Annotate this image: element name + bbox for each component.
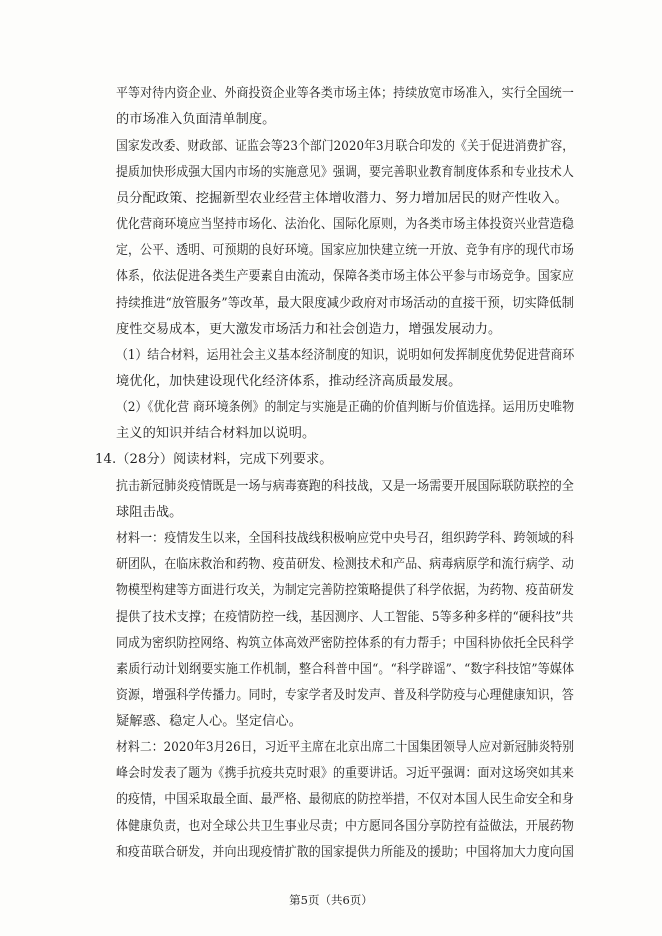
paragraph-business-environment [116,212,575,343]
text-line: 提质加快形成强大国内市场的实施意见》强调，要完善职业教育制度体系和专业技术人 [116,165,574,181]
text-line: 持续推进“放管服务”等改革，最大限度减少政府对市场活动的直接干预，切实降低制 [116,295,575,311]
text-line: 材料一：疫情发生以来，全国科技战线积极响应党中央号召，组织跨学科、跨领域的科 [116,531,574,546]
text-line: （2）《优化营 商环境条例》的制定与实施是正确的价值判断与价值选择。运用历史唯物 [116,400,575,415]
text-line: 14.（28分）阅读材料，完成下列要求。 [95,452,333,467]
text-line: 提供了技术支撑；在疫情防控一线，基因测序、人工智能、5等多种多样的“硬科技”共 [116,609,574,625]
text-line: 国家发改委、财政部、证监会等23个部门2020年3月联合印发的《关于促进消费扩容， [116,139,575,154]
paragraph-consumption-opinion [116,134,575,213]
question-14-heading [95,447,545,473]
paragraph-intro-epidemic [116,474,574,526]
text-line: 的疫情，中国采取最全面、最严格、最彻底的防控举措，不仅对本国人民生命安全和身 [116,792,574,808]
text-line: 研团队，在临床救治和药物、疫苗研发、检测技术和产品、病毒病原学和流行病学、动 [116,557,574,573]
text-line: 体健康负责，也对全球公共卫生事业尽责；中方愿同各国分享防控有益做法，开展药物 [116,818,574,834]
text-line: 的市场准入负面清单制度。 [116,112,276,128]
text-line: 抗击新冠肺炎疫情既是一场与病毒赛跑的科技战，又是一场需要开展国际联防联控的全 [116,479,574,494]
text-line: 度性交易成本，更大激发市场活力和社会创造力，增强发展动力。 [116,321,502,337]
question-13-part-1 [116,343,575,395]
text-line: 境优化，加快建设现代化经济体系，推动经济高质最发展。 [116,374,462,390]
question-13-part-2 [116,395,575,447]
text-line: 体系，依法促进各类生产要素自由流动，保障各类市场主体公平参与市场竞争。国家应 [116,269,574,285]
page-footer: 第5页（共6页） [289,893,373,907]
text-line: 物模型构建等方面进行攻关，为制定完善防控策略提供了科学依据，为药物、疫苗研发 [116,583,574,599]
text-line: 素质行动计划纲要实施工作机制，整合科普中国“。“科学辟谣”、“数字科技馆”等媒体 [116,662,575,678]
text-line: 峰会时发表了题为《携手抗疫共克时艰》的重要讲话。习近平强调：面对这场突如其来 [116,766,574,782]
text-line: 员分配政策、挖掘新型农业经营主体增收潜力、努力增加居民的财产性收入。 [116,191,568,207]
paragraph-market-access [116,81,574,133]
text-line: （1）结合材料，运用社会主义基本经济制度的知识，说明如何发挥制度优势促进营商环 [116,348,575,363]
text-line: 定，公平、透明、可预期的良好环境。国家应加快建立统一开放、竞争有序的现代市场 [116,243,574,259]
text-line: 优化营商环境应当坚持市场化、法治化、国际化原则，为各类市场主体投资兴业营造稳 [116,217,574,232]
text-line: 和疫苗联合研发，并向出现疫情扩散的国家提供力所能及的援助；中国将加大力度向国 [116,844,574,860]
text-line: 疑解惑、稳定人心。坚定信心。 [116,714,303,730]
text-line: 球阻击战。 [116,505,183,521]
text-line: 平等对待内资企业、外商投资企业等各类市场主体；持续放宽市场准入，实行全国统一 [116,86,574,101]
text-line: 资源，增强科学传播力。同时，专家学者及时发声、普及科学防疫与心理健康知识，答 [116,688,574,704]
text-line: 主义的知识并结合材料加以说明。 [116,426,316,442]
material-one [116,526,575,736]
material-two [116,735,575,866]
text-line: 材料二：2020年3月26日，习近平主席在北京出席二十国集团领导人应对新冠肺炎特别 [116,740,575,755]
text-line: 同成为密织防控网络、构筑立体高效严密防控体系的有力帮手；中国科协依托全民科学 [116,635,574,651]
